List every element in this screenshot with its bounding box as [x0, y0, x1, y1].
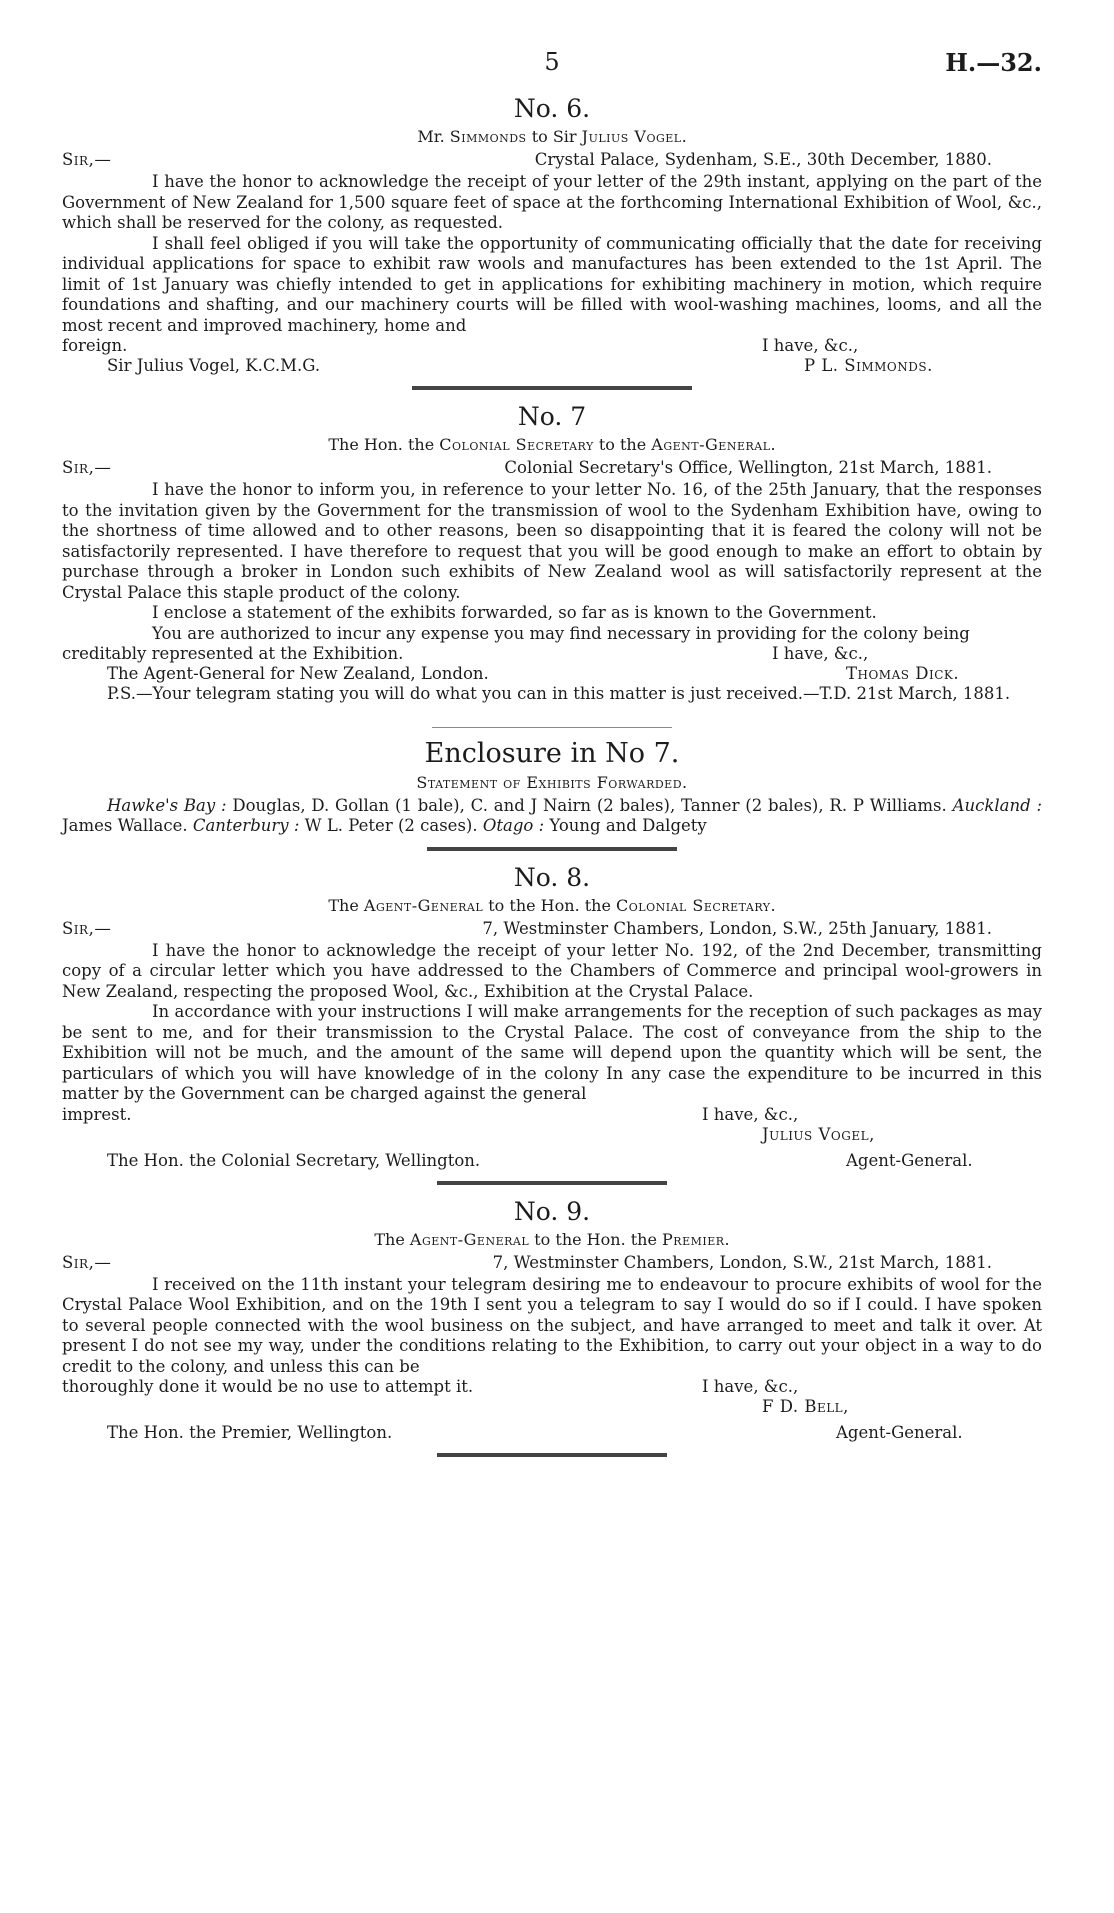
closing: I have, &c.,	[762, 336, 859, 355]
enclosure-subtitle: Statement of Exhibits Forwarded.	[416, 772, 688, 792]
salutation: Sir,—	[62, 458, 112, 477]
salutation: Sir,—	[62, 1252, 112, 1272]
paragraph-last-line: foreign.	[62, 336, 128, 355]
letter-number: No. 9.	[513, 1196, 591, 1226]
letter-from-to: The Hon. the Colonial Secretary to the Agent-General.	[328, 435, 776, 454]
signature: Julius Vogel,	[762, 1124, 875, 1144]
letter-from-to: The Agent-General to the Hon. the Premier.	[374, 1229, 730, 1249]
letter-from-to: The Agent-General to the Hon. the Colonial Secretary.	[328, 895, 776, 915]
section-divider	[437, 1181, 667, 1185]
closing: I have, &c.,	[702, 1377, 799, 1396]
running-header	[62, 48, 1042, 88]
enclosure-no-7	[62, 738, 1042, 837]
letter-no-8	[62, 863, 1042, 1171]
letter-number: No. 6.	[513, 94, 591, 123]
signature: Thomas Dick.	[846, 664, 960, 683]
paragraph-last-line: creditably represented at the Exhibition.	[62, 644, 404, 663]
signature-title: Agent-General.	[846, 1150, 973, 1170]
paragraph: I have the honor to inform you, in reference to your letter No. 16, of the 25th January, that the responses to the invitation given by the Government for the transmission of wool to the Sydenham Exhibition have, owing to the shortness of time allowed and to other reasons, been so disappointing that it is feared the colony will not be satisfactorily represented. I have therefore to request that you will be good enough to make an effort to obtain by purchase through a broker in London such exhibits of New Zealand wool as will satisfactorily represent at the Crystal Palace this staple product of the colony.	[62, 480, 1042, 602]
letter-address: 7, Westminster Chambers, London, S.W., 25th January, 1881.	[482, 918, 992, 938]
addressee: The Hon. the Premier, Wellington.	[107, 1423, 393, 1442]
section-divider	[412, 386, 692, 390]
addressee: The Hon. the Colonial Secretary, Wellington.	[107, 1150, 481, 1170]
paragraph: I received on the 11th instant your telegram desiring me to endeavour to procure exhibits of wool for the Crystal Palace Wool Exhibition, and on the 19th I sent you a telegram to say I would do so if I could. I have spoken to several people connected with the wool business on the subject, and have arranged to meet and talk it over. At present I do not see my way, under the conditions relating to the Exhibition, to carry out your object in a way to do credit to the colony, and unless this can be	[62, 1274, 1042, 1376]
section-divider	[427, 847, 677, 851]
paragraph-last-line: imprest.	[62, 1104, 132, 1124]
salutation: Sir,—	[62, 150, 112, 169]
paragraph-last-line: thoroughly done it would be no use to attempt it.	[62, 1377, 474, 1396]
paragraph: I shall feel obliged if you will take the opportunity of communicating officially that the date for receiving individual applications for space to exhibit raw wools and manufactures has been extended to the 1st April. The limit of 1st January was chiefly intended to get in applications for exhibiting machinery in motion, which require foundations and shafting, and our machinery courts will be filled with wool-washing machines, looms, and all the most recent and improved machinery, home and	[62, 233, 1042, 335]
paragraph: I have the honor to acknowledge the receipt of your letter of the 29th instant, applying on the part of the Government of New Zealand for 1,500 square feet of space at the forthcoming International Exhibition of Wool, &c., which shall be reserved for the colony, as requested.	[62, 172, 1042, 232]
enclosure-title: Enclosure in No 7.	[424, 737, 680, 769]
letter-address: Colonial Secretary's Office, Wellington, 21st March, 1881.	[504, 458, 992, 477]
letter-address: 7, Westminster Chambers, London, S.W., 21st March, 1881.	[492, 1252, 992, 1272]
postscript: P.S.—Your telegram stating you will do what you can in this matter is just received.—T.D. 21st March, 1881.	[107, 684, 1011, 703]
document-page	[62, 48, 1042, 1469]
closing: I have, &c.,	[772, 644, 869, 663]
paragraph: I enclose a statement of the exhibits forwarded, so far as is known to the Government.	[152, 603, 877, 622]
paragraph: In accordance with your instructions I will make arrangements for the reception of such packages as may be sent to me, and for their transmission to the Crystal Palace. The cost of conveyance from the ship to the Exhibition will not be much, and the amount of the same will depend upon the quantity which will be sent, the particulars of which you will have knowledge of in the colony In any case the expenditure to be incurred in this matter by the Government can be charged against the general	[62, 1002, 1042, 1103]
letter-address: Crystal Palace, Sydenham, S.E., 30th December, 1880.	[534, 150, 992, 169]
paragraph: You are authorized to incur any expense you may find necessary in providing for the colony being	[152, 623, 970, 643]
signature-title: Agent-General.	[836, 1423, 963, 1442]
page-number: 5	[544, 48, 560, 76]
addressee: Sir Julius Vogel, K.C.M.G.	[107, 356, 321, 375]
salutation: Sir,—	[62, 918, 112, 938]
document-reference: H.—32.	[945, 48, 1042, 77]
closing: I have, &c.,	[702, 1104, 799, 1124]
paragraph: I have the honor to acknowledge the receipt of your letter No. 192, of the 2nd December, transmitting copy of a circular letter which you have addressed to the Chambers of Commerce and principal wool-growers in New Zealand, respecting the proposed Wool, &c., Exhibition at the Crystal Palace.	[62, 940, 1042, 1001]
section-divider	[437, 1453, 667, 1457]
letter-number: No. 8.	[513, 862, 591, 892]
thin-divider	[432, 727, 672, 728]
letter-number: No. 7	[517, 402, 587, 431]
letter-from-to: Mr. Simmonds to Sir Julius Vogel.	[417, 127, 687, 146]
letter-no-9	[62, 1197, 1042, 1444]
signature: P L. Simmonds.	[804, 356, 933, 375]
addressee: The Agent-General for New Zealand, London.	[107, 664, 489, 683]
letter-no-7	[62, 402, 1042, 705]
letter-no-6	[62, 94, 1042, 376]
signature: F D. Bell,	[762, 1397, 849, 1416]
exhibits-list: Hawke's Bay : Douglas, D. Gollan (1 bale), C. and J Nairn (2 bales), Tanner (2 bales), R. P Williams. Auckland : James Wallace. Canterbury : W L. Peter (2 cases). Otago : Young and Dalgety	[62, 795, 1043, 835]
